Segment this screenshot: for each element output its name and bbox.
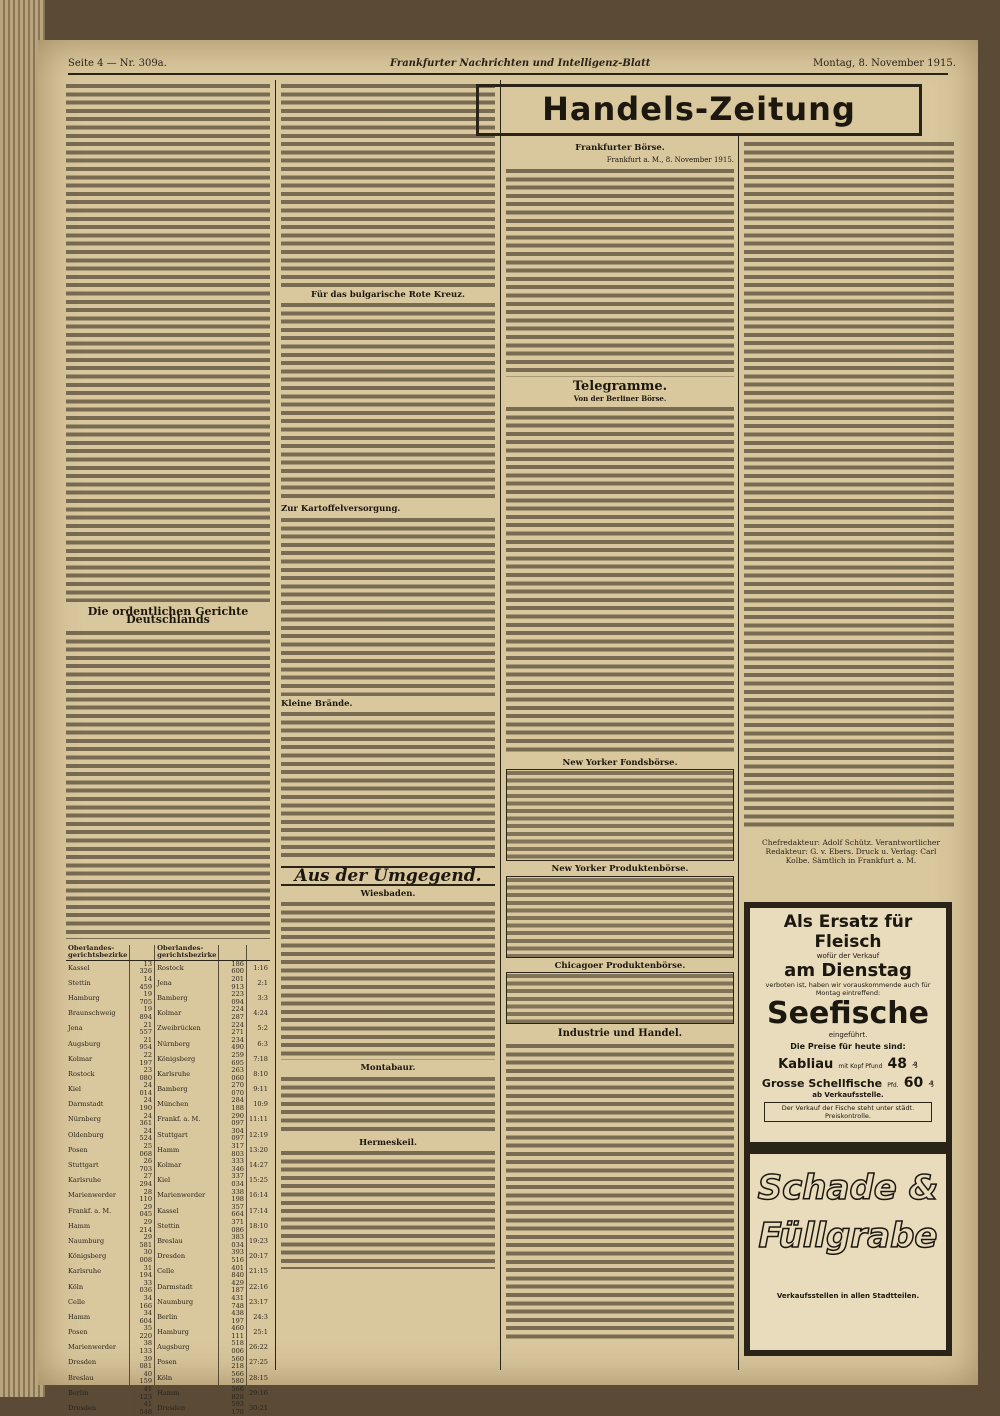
ad-line: eingeführt. [828,1031,868,1039]
article-text [66,82,270,602]
table-row [66,1113,270,1128]
table-row [66,1386,270,1401]
table-row [66,1128,270,1143]
ad-item-note: Pfd. [887,1082,899,1089]
table-cell: 24 014 [130,1082,155,1097]
table-cell: 290 097 [219,1113,246,1128]
table-cell: Frankf. a. M. [68,1206,112,1215]
table-cell: 5:2 [246,1022,270,1037]
table-cell: Marienwerder [68,1191,117,1200]
table-cell: 317 803 [219,1143,246,1158]
table-header: Oberlandes-gerichtsbezirke [66,945,130,961]
table-cell: 333 346 [219,1158,246,1173]
table-cell: 40 159 [130,1371,155,1386]
table-cell: Darmstadt [155,1280,219,1295]
article-heading: Industrie und Handel. [557,1028,683,1040]
table-cell: 560 218 [219,1356,246,1371]
table-cell: 393 516 [219,1249,246,1264]
table-cell: 29 045 [130,1204,155,1219]
article-text [506,405,734,755]
column-4 [744,140,954,840]
table-cell: 17:14 [246,1204,270,1219]
table-cell: 12:19 [246,1128,270,1143]
table-cell: Karlsruhe [68,1267,102,1276]
newspaper-page [38,40,978,1416]
ad-line: Seefische [767,996,929,1031]
article-text [281,710,495,860]
table-cell: 41 548 [130,1401,155,1416]
table-cell: 28:15 [246,1371,270,1386]
table-cell: 14 459 [130,976,155,991]
table-cell: 34 166 [130,1295,155,1310]
table-cell: Breslau [155,1234,219,1249]
table-cell: Posen [68,1328,88,1337]
table-cell: 25 068 [130,1143,155,1158]
table-cell: 23:17 [246,1295,270,1310]
table-cell: Nürnberg [155,1037,219,1052]
table-cell: Berlin [155,1310,219,1325]
table-cell: 566 828 [219,1386,246,1401]
table-cell: Oldenburg [68,1130,104,1139]
table-heading: Chicagoer Produktenbörse. [554,960,686,971]
table-cell: 30 008 [130,1249,155,1264]
table-header-blank [219,945,246,961]
article-heading: Telegramme. [572,378,668,394]
table-row [66,960,270,976]
table-cell: 371 086 [219,1219,246,1234]
table-cell: 566 580 [219,1371,246,1386]
table-cell: 10:9 [246,1097,270,1112]
table-cell: Berlin [68,1388,89,1397]
table-cell: 26 703 [130,1158,155,1173]
ad-line: Der Verkauf der Fische steht unter städt. Preiskontrolle. [764,1102,932,1122]
table-cell: 20:17 [246,1249,270,1264]
column-1 [66,82,270,1416]
table-cell: 33 036 [130,1280,155,1295]
table-cell: Bamberg [155,991,219,1006]
ad-item: Kabliau [778,1057,834,1072]
table-cell: 24:3 [246,1310,270,1325]
table-cell: 18:10 [246,1219,270,1234]
table-cell: München [155,1097,219,1112]
table-cell: Naumburg [68,1236,105,1245]
table-row [66,976,270,991]
table-cell: 11:11 [246,1113,270,1128]
header-masthead: Frankfurter Nachrichten und Intelligenz-Blatt [390,58,651,69]
table-row [66,1234,270,1249]
table-cell: 460 111 [219,1325,246,1340]
table-cell: 259 695 [219,1052,246,1067]
table-row [66,1173,270,1188]
table-cell: Hamm [155,1143,219,1158]
table-row [66,1295,270,1310]
table-cell: 27 294 [130,1173,155,1188]
table-cell: Frankf. a. M. [155,1113,219,1128]
table-row [66,1310,270,1325]
column-2 [281,82,495,1372]
table-cell: 19 894 [130,1006,155,1021]
table-cell: 13 326 [130,960,155,976]
table-cell: 357 664 [219,1204,246,1219]
table-cell: Naumburg [155,1295,219,1310]
table-row [66,1371,270,1386]
table-cell: Braunschweig [68,1009,116,1018]
table-cell: 201 913 [219,976,246,991]
table-cell: Marienwerder [68,1343,117,1352]
table-cell: 24 524 [130,1128,155,1143]
table-cell: 19:23 [246,1234,270,1249]
table-header-blank [246,945,270,961]
commodity-table [506,972,734,1024]
column-3 [506,140,734,1370]
table-cell: 2:1 [246,976,270,991]
stock-table [506,769,734,861]
ad-line: verboten ist, haben wir vorauskommende auch für Montag eintreffend: [765,981,931,997]
table-cell: 13:20 [246,1143,270,1158]
column-divider [738,135,739,1370]
court-statistics-table [66,945,270,1416]
table-cell: Hamburg [68,993,100,1002]
table-cell: Kassel [68,963,90,972]
table-cell: Dresden [155,1401,219,1416]
table-cell: 29 214 [130,1219,155,1234]
table-cell: Marienwerder [155,1189,219,1204]
table-header: Oberlandes-gerichtsbezirke [155,945,219,961]
table-cell: 383 034 [219,1234,246,1249]
table-cell: 16:14 [246,1189,270,1204]
table-cell: 438 197 [219,1310,246,1325]
table-row [66,1037,270,1052]
section-heading: Aus der Umgegend. [281,866,495,886]
article-heading: Frankfurter Börse. [575,143,665,153]
table-cell: Rostock [155,960,219,976]
table-cell: 21:15 [246,1265,270,1280]
table-cell: Königsberg [68,1252,107,1261]
table-cell: Hamburg [155,1325,219,1340]
table-cell: Augsburg [68,1039,101,1048]
table-cell: 19 705 [130,991,155,1006]
table-row [66,1143,270,1158]
table-cell: 22:16 [246,1280,270,1295]
table-cell: Köln [68,1282,84,1291]
table-cell: 24 190 [130,1097,155,1112]
ad-price-unit: ₰ [912,1061,918,1071]
table-cell: Stuttgart [155,1128,219,1143]
table-row [66,1189,270,1204]
table-cell: Posen [155,1356,219,1371]
table-row [66,1022,270,1037]
ad-footer: Verkaufsstellen in allen Stadtteilen. [776,1292,920,1300]
ad-price-row [750,1072,946,1091]
table-cell: 338 198 [219,1189,246,1204]
ad-item: Grosse Schellfische [761,1077,883,1090]
article-heading: Für das bulgarische Rote Kreuz. [311,290,465,300]
table-cell: 30:21 [246,1401,270,1416]
table-heading: New Yorker Produktenbörse. [551,864,689,875]
table-cell: Augsburg [155,1340,219,1355]
table-row [66,1006,270,1021]
header-left: Seite 4 — Nr. 309a. [68,58,167,69]
ad-firm-name: Schade & [757,1168,939,1208]
table-cell: Jena [68,1024,83,1033]
article-text [281,1149,495,1269]
article-text [281,900,495,1060]
table-cell: 270 070 [219,1082,246,1097]
table-cell: Dresden [155,1249,219,1264]
table-row [66,1082,270,1097]
table-cell: Kolmar [155,1006,219,1021]
table-cell: Posen [68,1145,88,1154]
ad-line: Als Ersatz für Fleisch [783,912,913,952]
table-cell: Celle [155,1265,219,1280]
table-cell: 15:25 [246,1173,270,1188]
table-cell: 593 178 [219,1401,246,1416]
table-cell: Breslau [68,1373,94,1382]
table-cell: 224 271 [219,1022,246,1037]
table-cell: 234 490 [219,1037,246,1052]
table-row [66,1280,270,1295]
table-cell: 337 034 [219,1173,246,1188]
table-cell: Karlsruhe [155,1067,219,1082]
table-cell: 25:1 [246,1325,270,1340]
ad-line: Die Preise für heute sind: [790,1042,906,1051]
table-cell: 4:24 [246,1006,270,1021]
table-cell: Stuttgart [68,1161,99,1170]
ad-price-unit: ₰ [928,1080,935,1090]
table-cell: 24 361 [130,1113,155,1128]
table-cell: Zweibrücken [155,1022,219,1037]
article-heading: Zur Kartoffelversorgung. [281,504,401,515]
ad-seefische [744,902,952,1148]
article-text [506,1042,734,1342]
table-cell: 26:22 [246,1340,270,1355]
table-cell: Nürnberg [68,1115,101,1124]
table-cell: 431 748 [219,1295,246,1310]
table-cell: Dresden [68,1358,97,1367]
dateline: Frankfurt a. M., 8. November 1915. [606,156,734,165]
table-cell: Köln [155,1371,219,1386]
table-cell: 401 840 [219,1265,246,1280]
imprint: Chefredakteur: Adolf Schütz. Verantwortlicher Redakteur: G. v. Ebers. Druck u. Verlag: Carl Kolbe. Sämtlich in Frankfurt a. M. [762,838,940,865]
table-row [66,991,270,1006]
article-text [744,140,954,830]
ad-item-note: mit Kopf Pfund [838,1063,883,1070]
subheading: Von der Berliner Börse. [573,393,667,403]
table-cell: Hamm [155,1386,219,1401]
table-cell: 14:27 [246,1158,270,1173]
subheading: Hermeskeil. [359,1137,417,1148]
table-cell: Kolmar [68,1054,93,1063]
table-row [66,1325,270,1340]
table-row [66,1249,270,1264]
header-rule [68,73,948,75]
table-cell: Dresden [68,1404,97,1413]
article-heading: Die ordentlichen Gerichte Deutschlands [87,605,249,627]
table-cell: Jena [155,976,219,991]
table-cell: 38 133 [130,1340,155,1355]
article-text [66,629,270,939]
table-row [66,1158,270,1173]
table-cell: 29 581 [130,1234,155,1249]
table-cell: Königsberg [155,1052,219,1067]
table-row [66,1052,270,1067]
table-cell: Darmstadt [68,1100,104,1109]
table-cell: 1:16 [246,960,270,976]
table-row [66,1340,270,1355]
table-cell: 284 188 [219,1097,246,1112]
commodity-table [506,876,734,958]
subheading: Wiesbaden. [360,889,416,900]
table-cell: 7:18 [246,1052,270,1067]
table-cell: 3:3 [246,991,270,1006]
table-cell: Kolmar [155,1158,219,1173]
table-cell: 429 187 [219,1280,246,1295]
table-cell: 22 197 [130,1052,155,1067]
table-cell: 186 600 [219,960,246,976]
ad-price: 48 [887,1056,907,1072]
article-text [281,516,495,696]
ad-line: ab Verkaufsstelle. [812,1091,884,1099]
article-text [281,82,495,287]
ad-schade-fuellgrabe [744,1148,952,1356]
table-row [66,1356,270,1371]
table-cell: Hamm [68,1312,91,1321]
table-cell: Kiel [155,1173,219,1188]
table-cell: Stettin [155,1219,219,1234]
article-text [506,167,734,377]
table-cell: Kassel [155,1204,219,1219]
table-cell: Stettin [68,978,91,987]
table-heading: New Yorker Fondsbörse. [562,758,678,769]
table-cell: 263 060 [219,1067,246,1082]
table-row [66,1204,270,1219]
column-divider [275,80,276,1370]
table-cell: 39 081 [130,1356,155,1371]
table-row [66,1097,270,1112]
section-title: Handels-Zeitung [476,84,922,136]
ad-price-row [750,1053,946,1072]
article-text [281,301,495,501]
subheading: Montabaur. [360,1063,416,1074]
article-text [281,1075,495,1135]
table-row [66,1067,270,1082]
table-cell: 224 287 [219,1006,246,1021]
table-cell: 29:16 [246,1386,270,1401]
ad-line: am Dienstag [784,960,912,981]
table-header-blank [130,945,155,961]
ad-firm-name: Füllgrabe [758,1216,938,1256]
table-cell: Celle [68,1297,86,1306]
table-cell: 28 110 [130,1189,155,1204]
table-cell: 35 220 [130,1325,155,1340]
table-cell: 8:10 [246,1067,270,1082]
header-date: Montag, 8. November 1915. [813,58,956,69]
table-cell: Rostock [68,1069,95,1078]
table-row [66,1401,270,1416]
table-cell: 31 194 [130,1265,155,1280]
table-cell: 34 604 [130,1310,155,1325]
column-divider [500,80,501,1370]
table-cell: Kiel [68,1085,82,1094]
table-cell: 223 094 [219,991,246,1006]
table-cell: 9:11 [246,1082,270,1097]
table-cell: 518 006 [219,1340,246,1355]
table-cell: 23 080 [130,1067,155,1082]
ad-line: wofür der Verkauf [816,952,880,960]
table-row [66,1219,270,1234]
table-cell: 21 557 [130,1022,155,1037]
table-row [66,1265,270,1280]
table-cell: Bamberg [155,1082,219,1097]
table-cell: 27:25 [246,1356,270,1371]
table-cell: Karlsruhe [68,1176,102,1185]
table-cell: 21 954 [130,1037,155,1052]
article-heading: Kleine Brände. [281,698,353,709]
table-cell: 41 123 [130,1386,155,1401]
table-cell: 6:3 [246,1037,270,1052]
table-cell: Hamm [68,1221,91,1230]
table-cell: 304 097 [219,1128,246,1143]
ad-price: 60 [903,1075,924,1091]
